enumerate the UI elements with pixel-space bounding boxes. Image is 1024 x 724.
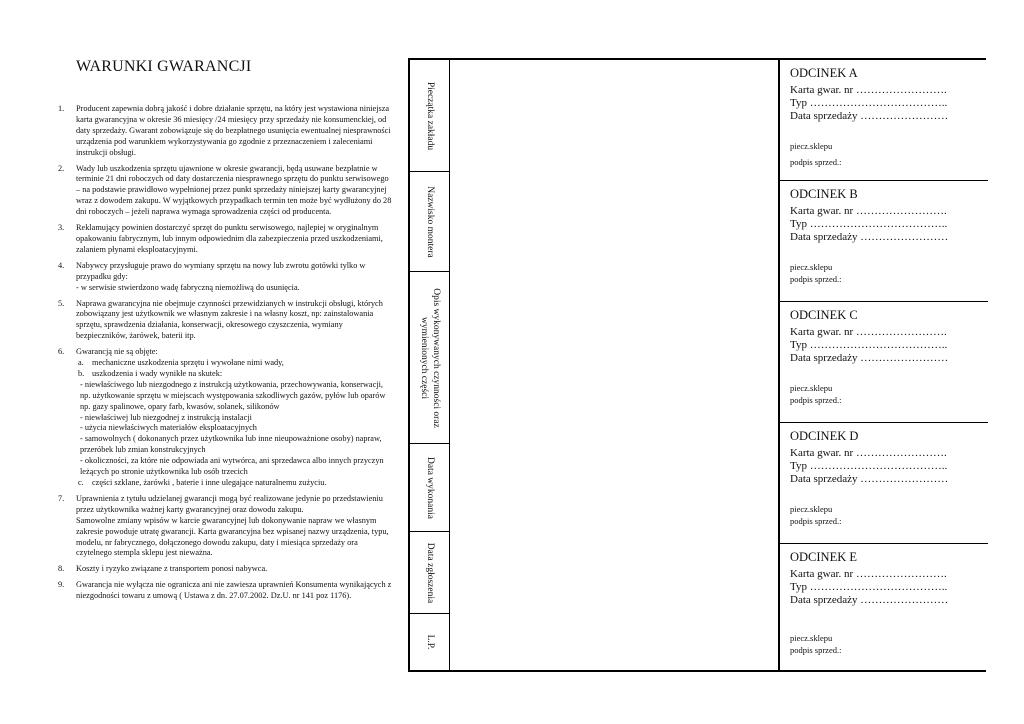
term-9 [58, 580, 393, 602]
coupon-seller-signature: podpis sprzed.: [790, 645, 842, 655]
coupon-b [780, 181, 988, 302]
coupon-card-number: Karta gwar. nr ……………………. [790, 447, 947, 459]
label-lp [410, 614, 450, 670]
exclusions-list-c [76, 478, 393, 489]
label-technician [410, 172, 450, 272]
coupon-sale-date: Data sprzedaży …………………… [790, 231, 949, 243]
coupon-shop-stamp: piecz.sklepu [790, 504, 833, 514]
term-5 [58, 299, 393, 343]
coupon-title: ODCINEK D [790, 429, 859, 443]
term-text: Wady lub uszkodzenia sprzętu ujawnione w okresie gwarancji, będą usuwane bezpłatnie w terminie 21 dni roboczych od daty dostarczenia niesprawnego sprzętu do punktu serwisowego – na podstawie prawidłowo wypełnionej przez punkt sprzedaży niniejszej karty gwarancyjnej wraz z dowodem zakupu. W wyjątkowych przypadkach termin ten może być wydłużony do 28 dni roboczych – jeżeli naprawa wymaga sprowadzenia części od producenta. [76, 163, 392, 217]
term-text: Uprawnienia z tytułu udzielanej gwarancji mogą być realizowane jedynie po przedstawieniu przez użytkownika ważnej karty gwarancyjnej oraz dowodu zakupu. [76, 493, 383, 514]
service-entries-area[interactable] [450, 60, 780, 670]
coupon-sale-date: Data sprzedaży …………………… [790, 594, 949, 606]
term-3 [58, 223, 393, 256]
coupon-card-number: Karta gwar. nr ……………………. [790, 326, 947, 338]
term-number: 4. [58, 260, 65, 270]
term-1 [58, 104, 393, 159]
exclusion-detail: - użycia niewłaściwych materiałów eksploatacyjnych [80, 423, 257, 433]
exclusion-detail: - niewłaściwej lub niezgodnej z instrukcją instalacji [80, 412, 252, 422]
exclusion-letter: b. [78, 368, 85, 378]
exclusion-text: uszkodzenia i wady wynikłe na skutek: [92, 368, 223, 378]
coupon-card-number: Karta gwar. nr ……………………. [790, 205, 947, 217]
terms-list [58, 104, 393, 602]
term-text: Naprawa gwarancyjna nie obejmuje czynności przewidzianych w instrukcji obsługi, których zobowiązany jest użytkownik we własnym zakresie i na własny koszt, np: zainstalowania sprzętu, sprawdzenia działania, konserwacji, okresowego czyszczenia, wymiany bezpieczników, żarówek, baterii itp. [76, 298, 383, 341]
coupon-d [780, 423, 988, 544]
coupon-shop-stamp: piecz.sklepu [790, 633, 833, 643]
service-record-form [408, 58, 986, 672]
term-number: 5. [58, 298, 65, 308]
label-text: L.P. [425, 634, 435, 650]
exclusion-letter: c. [78, 478, 84, 487]
label-text: Data wykonania [425, 456, 435, 519]
coupon-type: Typ ……………………………….. [790, 218, 948, 230]
label-completion-date [410, 444, 450, 532]
term-number: 6. [58, 347, 65, 357]
term-number: 7. [58, 493, 65, 503]
term-8 [58, 564, 393, 575]
exclusion-detail: - niewłaściwego lub niezgodnego z instrukcją użytkowania, przechowywania, konserwacji, np. użytkowanie sprzętu w miejscach występowania szkodliwych gazów, pyłów lub oparów np. gazy spalinowe, opary farb, kwasów, solanek, silikonów [80, 379, 386, 411]
label-stamp [410, 60, 450, 172]
term-number: 1. [58, 104, 65, 113]
coupons-column [780, 60, 988, 670]
term-extra: - w serwisie stwierdzono wadę fabryczną niemożliwą do usunięcia. [76, 282, 300, 292]
exclusion-c [76, 478, 393, 489]
coupon-seller-signature: podpis sprzed.: [790, 516, 842, 526]
label-text: Nazwisko montera [425, 185, 435, 258]
coupon-c [780, 302, 988, 423]
term-text: Producent zapewnia dobrą jakość i dobre działanie sprzętu, na który jest wystawiona niniejsza karta gwarancyjna w okresie 36 miesięcy /24 miesięcy przy sprzedaży nie konsumenckiej, od daty sprzedaży. Gwarant zobowiązuje się do bezpłatnego usunięcia ewentualnej niesprawności urządzenia pod warunkiem wykorzystywania go zgodnie z przeznaczeniem i zaleceniami instrukcji obsługi. [76, 104, 391, 157]
label-report-date [410, 532, 450, 614]
coupon-shop-stamp: piecz.sklepu [790, 141, 833, 151]
term-text: Gwarancją nie są objęte: [76, 347, 158, 357]
term-extra: Samowolne zmiany wpisów w karcie gwarancyjnej lub dokonywanie napraw we własnym zakresie powoduje utratę gwarancji. Karta gwarancyjna bez wpisanej nazwy urządzenia, typu, modelu, nr fabrycznego, dołączonego dowodu zakupu, daty i miesiąca sprzedaży ora czytelnego stempla sklepu jest nieważna. [76, 515, 389, 558]
exclusion-text: mechaniczne uszkodzenia sprzętu i wywołane nimi wady, [92, 358, 284, 368]
label-text: Data zgłoszenia [425, 542, 435, 603]
term-text: Koszty i ryzyko związane z transportem ponosi nabywca. [76, 564, 268, 574]
term-4 [58, 261, 393, 294]
coupon-e [780, 544, 988, 670]
coupon-title: ODCINEK E [790, 550, 858, 564]
exclusions-list [76, 358, 393, 380]
coupon-seller-signature: podpis sprzed.: [790, 395, 842, 405]
exclusion-detail: - samowolnych ( dokonanych przez użytkownika lub inne nieupoważnione osoby) napraw, przeróbek lub zmian konstrukcyjnych [80, 434, 382, 455]
warranty-terms-section [58, 58, 393, 607]
exclusion-b [76, 369, 393, 380]
term-text: Reklamujący powinien dostarczyć sprzęt do punktu serwisowego, najlepiej w oryginalnym opakowaniu fabrycznym, lub innym odpowiednim dla zabezpieczenia przed uszkodzeniami, zalaniem płynami eksploatacyjnymi. [76, 223, 383, 254]
term-number: 9. [58, 580, 65, 590]
term-number: 2. [58, 163, 65, 173]
coupon-title: ODCINEK A [790, 66, 858, 80]
coupon-seller-signature: podpis sprzed.: [790, 274, 842, 284]
coupon-type: Typ ……………………………….. [790, 460, 948, 472]
page-title: WARUNKI GWARANCJI [76, 58, 252, 75]
term-2 [58, 164, 393, 219]
coupon-a [780, 60, 988, 181]
exclusion-text: części szklane, żarówki , baterie i inne ulegające naturalnemu zużyciu. [92, 478, 327, 487]
coupon-type: Typ ……………………………….. [790, 97, 948, 109]
exclusion-letter: a. [78, 358, 84, 368]
term-text: Gwarancja nie wyłącza nie ogranicza ani nie zawiesza uprawnień Konsumenta wynikających z niezgodności towaru z umową ( Ustawa z dn. 27.07.2002. Dz.U. nr 141 poz 1176). [76, 580, 392, 601]
coupon-sale-date: Data sprzedaży …………………… [790, 473, 949, 485]
exclusion-detail: - okoliczności, za które nie odpowiada ani wytwórca, ani sprzedawca albo innych przyczyn leżących po stronie użytkownika lub osób trzecich [80, 456, 384, 477]
coupon-shop-stamp: piecz.sklepu [790, 383, 833, 393]
coupon-title: ODCINEK C [790, 308, 858, 322]
column-labels [410, 60, 450, 670]
label-text: Opis wykonywanych czynności oraz wymienionych części [419, 287, 441, 428]
coupon-type: Typ ……………………………….. [790, 339, 948, 351]
coupon-sale-date: Data sprzedaży …………………… [790, 352, 949, 364]
coupon-title: ODCINEK B [790, 187, 858, 201]
label-work-description [410, 272, 450, 444]
term-text: Nabywcy przysługuje prawo do wymiany sprzętu na nowy lub zwrotu gotówki tylko w przypadku gdy: [76, 260, 366, 281]
coupon-card-number: Karta gwar. nr ……………………. [790, 84, 947, 96]
coupon-sale-date: Data sprzedaży …………………… [790, 110, 949, 122]
term-number: 8. [58, 564, 65, 574]
term-6 [58, 347, 393, 489]
term-number: 3. [58, 223, 65, 233]
label-text: Pieczątka zakładu [425, 81, 435, 150]
exclusion-a [76, 358, 393, 369]
coupon-shop-stamp: piecz.sklepu [790, 262, 833, 272]
coupon-card-number: Karta gwar. nr ……………………. [790, 568, 947, 580]
coupon-type: Typ ……………………………….. [790, 581, 948, 593]
coupon-seller-signature: podpis sprzed.: [790, 157, 842, 167]
term-7 [58, 494, 393, 559]
